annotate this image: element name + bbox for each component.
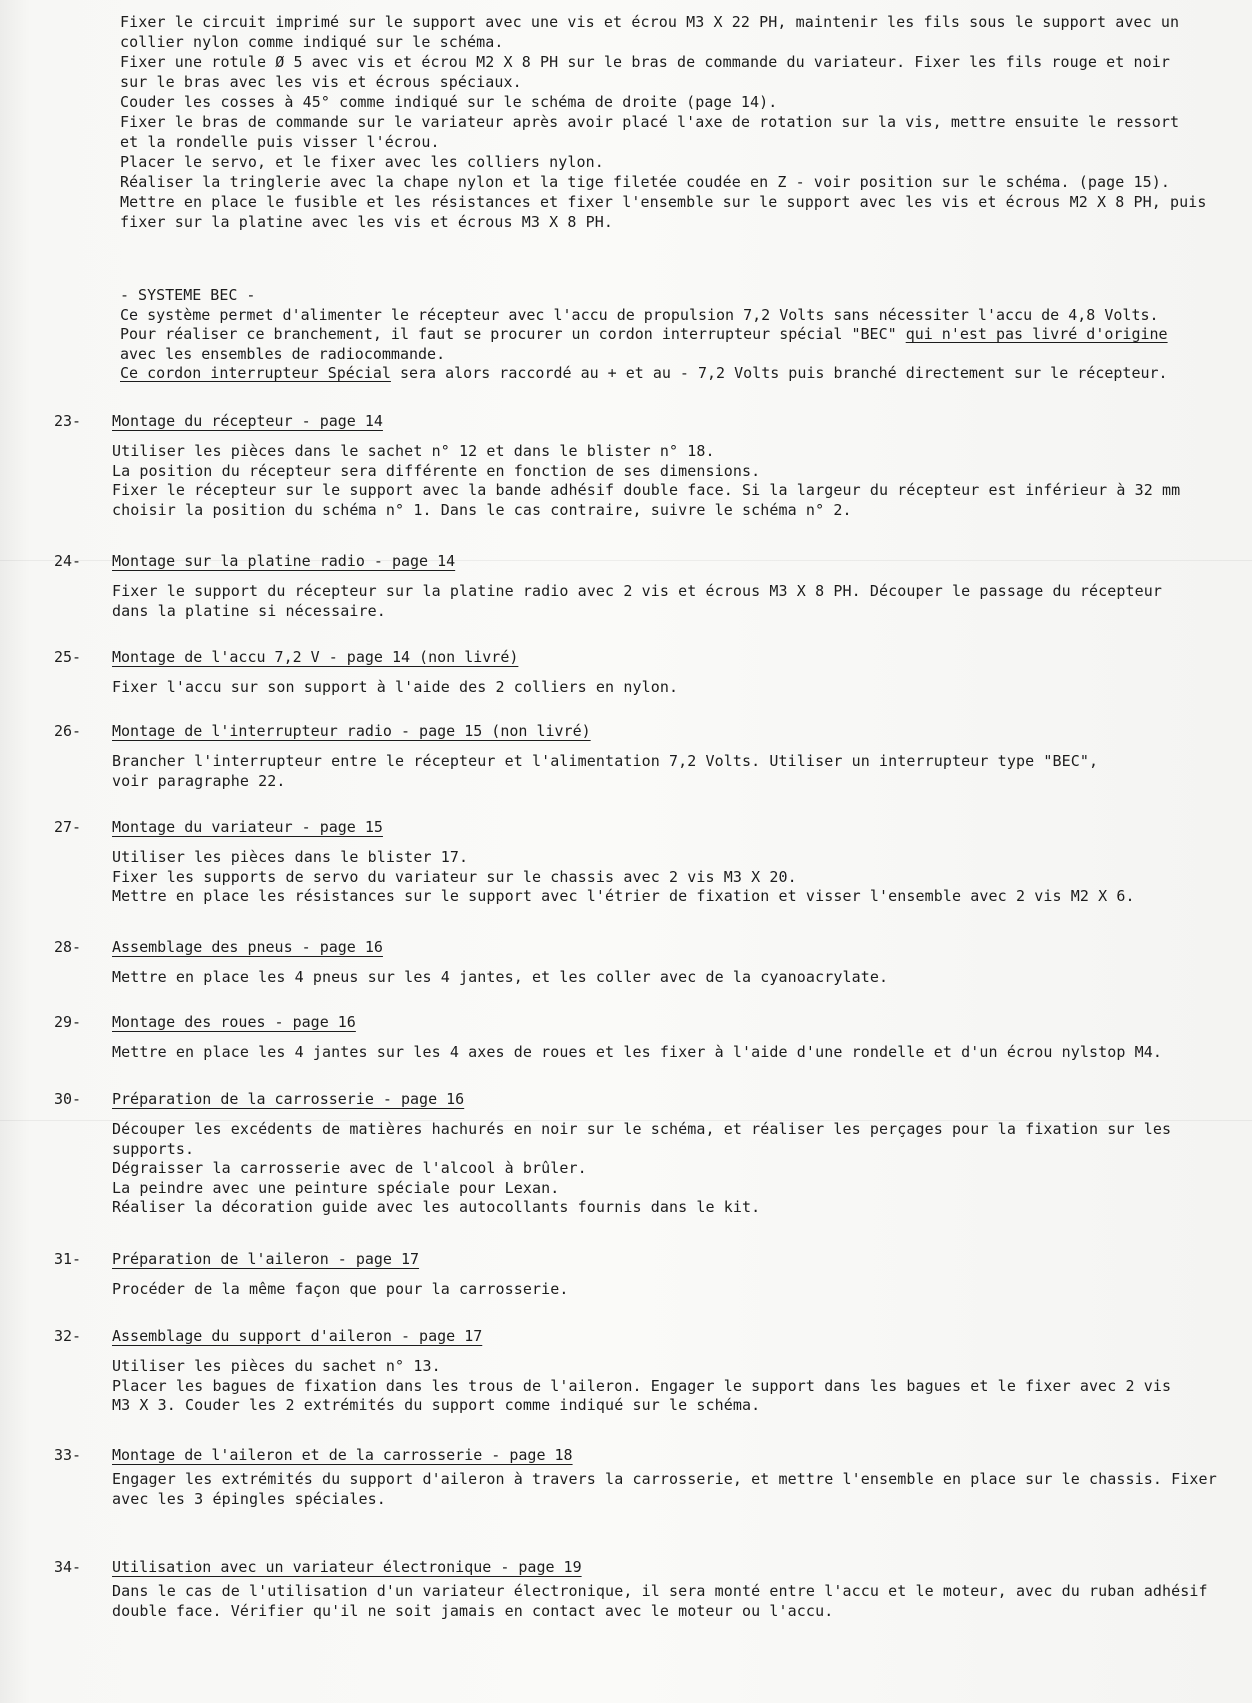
text-line — [120, 364, 1200, 384]
text-line: fixer sur la platine avec les vis et écrous M3 X 8 PH. — [120, 213, 614, 231]
text-line: Fixer les supports de servo du variateur sur le chassis avec 2 vis M3 X 20. — [112, 867, 797, 886]
section-heading: Montage de l'aileron et de la carrosserie - page 18 — [112, 1446, 573, 1464]
text-line: Mettre en place le fusible et les résistances et fixer l'ensemble sur le support avec les vis et écrous M2 X 8 PH, puis — [120, 193, 1207, 211]
text-line: Fixer le support du récepteur sur la platine radio avec 2 vis et écrous M3 X 8 PH. Découper le passage du récepteur — [112, 582, 1163, 600]
text-line: choisir la position du schéma n° 1. Dans le cas contraire, suivre le schéma n° 2. — [112, 500, 852, 519]
text-line: supports. — [112, 1139, 195, 1158]
section-number: 26- — [54, 722, 82, 740]
text-line: Placer le servo, et le fixer avec les colliers nylon. — [120, 153, 604, 171]
text-line: Dégraisser la carrosserie avec de l'alcool à brûler. — [112, 1159, 587, 1177]
section-number: 25- — [54, 648, 82, 666]
section-body — [112, 442, 1212, 520]
text-line: Fixer l'accu sur son support à l'aide des 2 colliers en nylon. — [112, 678, 679, 696]
text-line: voir paragraphe 22. — [112, 771, 286, 790]
underlined-text: Ce cordon interrupteur Spécial — [120, 364, 391, 382]
text-line: La position du récepteur sera différente en fonction de ses dimensions. — [112, 461, 761, 480]
section-number: 24- — [54, 552, 82, 570]
section-number: 29- — [54, 1013, 82, 1031]
text-line: Couder les cosses à 45° comme indiqué sur le schéma de droite (page 14). — [120, 93, 778, 111]
section-body — [112, 968, 1212, 988]
bec-system-block — [120, 286, 1200, 384]
text-line: Fixer le circuit imprimé sur le support avec une vis et écrou M3 X 22 PH, maintenir les fils sous le support avec un — [120, 13, 1180, 31]
section-number: 28- — [54, 938, 82, 956]
text-line: Mettre en place les résistances sur le support avec l'étrier de fixation et visser l'ensemble avec 2 vis M2 X 6. — [112, 887, 1135, 905]
intro-paragraph — [120, 12, 1207, 232]
section-body — [112, 1582, 1212, 1621]
text-line: Procéder de la même façon que pour la carrosserie. — [112, 1280, 569, 1298]
section-heading: Préparation de la carrosserie - page 16 — [112, 1090, 465, 1108]
underlined-text: qui n'est pas livré d'origine — [905, 325, 1168, 343]
text-line: dans la platine si nécessaire. — [112, 601, 386, 620]
section-number: 31- — [54, 1250, 82, 1268]
section-heading: Montage du récepteur - page 14 — [112, 412, 383, 430]
section-number: 23- — [54, 412, 82, 430]
text-line: Mettre en place les 4 jantes sur les 4 axes de roues et les fixer à l'aide d'une rondelle et d'un écrou nylstop M4. — [112, 1043, 1163, 1061]
section-heading: Assemblage des pneus - page 16 — [112, 938, 383, 956]
text-line: Utiliser les pièces dans le blister 17. — [112, 848, 469, 866]
text-line: Fixer le bras de commande sur le variateur après avoir placé l'axe de rotation sur la vis, mettre ensuite le ressort — [120, 113, 1180, 131]
section-body — [112, 1043, 1212, 1063]
section-number: 30- — [54, 1090, 82, 1108]
section-body — [112, 752, 1212, 791]
text-line: avec les 3 épingles spéciales. — [112, 1489, 386, 1508]
text-line: Dans le cas de l'utilisation d'un variateur électronique, il sera monté entre l'accu et le moteur, avec du ruban adhésif — [112, 1582, 1208, 1600]
text-line: Fixer une rotule Ø 5 avec vis et écrou M2 X 8 PH sur le bras de commande du variateur. Fixer les fils rouge et noir — [120, 53, 1171, 71]
text-line: Mettre en place les 4 pneus sur les 4 jantes, et les coller avec de la cyanoacrylate. — [112, 968, 889, 986]
text-span: sera alors raccordé au + et au - 7,2 Volts puis branché directement sur le récepteur. — [390, 364, 1168, 382]
bec-title: - SYSTEME BEC - — [120, 286, 256, 304]
text-line: Brancher l'interrupteur entre le récepteur et l'alimentation 7,2 Volts. Utiliser un interrupteur type "BEC", — [112, 752, 1099, 770]
section-body — [112, 1120, 1212, 1218]
section-heading: Montage de l'interrupteur radio - page 15 (non livré) — [112, 722, 591, 740]
section-number: 33- — [54, 1446, 82, 1464]
section-heading: Assemblage du support d'aileron - page 17 — [112, 1327, 483, 1345]
section-body — [112, 582, 1212, 621]
text-line: Ce système permet d'alimenter le récepteur avec l'accu de propulsion 7,2 Volts sans nécessiter l'accu de 4,8 Volts. — [120, 305, 1159, 324]
section-body — [112, 1470, 1217, 1509]
text-line: et la rondelle puis visser l'écrou. — [120, 133, 440, 151]
text-line: double face. Vérifier qu'il ne soit jamais en contact avec le moteur ou l'accu. — [112, 1601, 834, 1620]
section-number: 32- — [54, 1327, 82, 1345]
text-line: Placer les bagues de fixation dans les trous de l'aileron. Engager le support dans les bagues et le fixer avec 2 vis — [112, 1376, 1172, 1395]
section-number: 34- — [54, 1558, 82, 1576]
section-heading: Utilisation avec un variateur électronique - page 19 — [112, 1558, 582, 1576]
section-heading: Préparation de l'aileron - page 17 — [112, 1250, 420, 1268]
text-line: Découper les excédents de matières hachurés en noir sur le schéma, et réaliser les perçages pour la fixation sur les — [112, 1120, 1172, 1138]
text-line: avec les ensembles de radiocommande. — [120, 344, 446, 363]
section-body — [112, 848, 1212, 907]
text-line: Fixer le récepteur sur le support avec la bande adhésif double face. Si la largeur du récepteur est inférieur à 32 mm — [112, 481, 1181, 499]
text-line — [120, 325, 1200, 345]
text-line: Utiliser les pièces dans le sachet n° 12 et dans le blister n° 18. — [112, 442, 715, 460]
section-heading: Montage de l'accu 7,2 V - page 14 (non livré) — [112, 648, 519, 666]
text-span: Pour réaliser ce branchement, il faut se procurer un cordon interrupteur spécial "BEC" — [120, 325, 906, 343]
text-line: Réaliser la tringlerie avec la chape nylon et la tige filetée coudée en Z - voir position sur le schéma. (page 15). — [120, 173, 1171, 191]
section-heading: Montage sur la platine radio - page 14 — [112, 552, 456, 570]
text-line: M3 X 3. Couder les 2 extrémités du support comme indiqué sur le schéma. — [112, 1396, 761, 1414]
section-heading: Montage du variateur - page 15 — [112, 818, 383, 836]
text-line: sur le bras avec les vis et écrous spéciaux. — [120, 73, 522, 91]
section-number: 27- — [54, 818, 82, 836]
text-line: Utiliser les pièces du sachet n° 13. — [112, 1357, 441, 1375]
section-body — [112, 678, 1212, 698]
section-body — [112, 1357, 1212, 1416]
section-heading: Montage des roues - page 16 — [112, 1013, 356, 1031]
text-line: Réaliser la décoration guide avec les autocollants fournis dans le kit. — [112, 1198, 761, 1216]
text-line: La peindre avec une peinture spéciale pour Lexan. — [112, 1178, 560, 1197]
text-line: collier nylon comme indiqué sur le schéma. — [120, 33, 504, 51]
section-body — [112, 1280, 1212, 1300]
text-line: Engager les extrémités du support d'aileron à travers la carrosserie, et mettre l'ensemble en place sur le chassis. Fixer — [112, 1470, 1217, 1488]
